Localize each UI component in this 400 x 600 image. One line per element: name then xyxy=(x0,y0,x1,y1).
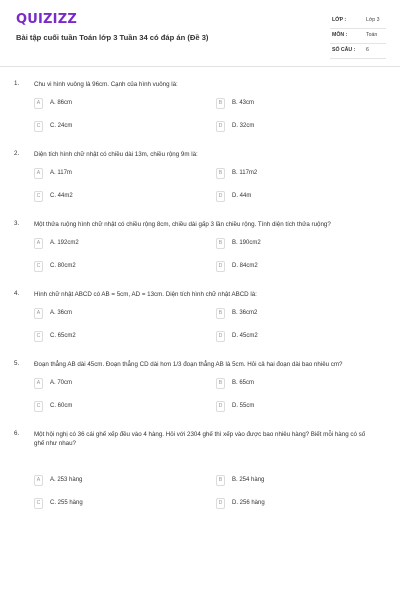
meta-label: MÔN : xyxy=(332,32,348,38)
question-number: 1. xyxy=(14,80,20,87)
option-letter-box: D xyxy=(216,121,225,132)
option-letter-box: A xyxy=(34,168,43,179)
question-number: 3. xyxy=(14,220,20,227)
option-text: A. 36cm xyxy=(50,310,73,316)
question-number: 2. xyxy=(14,150,20,157)
option-letter-box: C xyxy=(34,121,43,132)
option-letter-box: C xyxy=(34,401,43,412)
quizizz-logo: QUIZIZZ xyxy=(16,12,77,27)
option-text: B. 65cm xyxy=(232,380,255,386)
option-text: A. 86cm xyxy=(50,100,73,106)
option-letter-box: B xyxy=(216,98,225,109)
question-number: 5. xyxy=(14,360,20,367)
option-text: C. 60cm xyxy=(50,403,73,409)
option-text: C. 44m2 xyxy=(50,193,73,199)
option-letter-box: A xyxy=(34,475,43,486)
option-text: C. 65cm2 xyxy=(50,333,76,339)
option-letter-box: D xyxy=(216,498,225,509)
question-text: Diện tích hình chữ nhật có chiều dài 13m, chiều rộng 9m là: xyxy=(34,151,198,158)
option-text: B. 254 hàng xyxy=(232,477,265,483)
question-text: Một thửa ruộng hình chữ nhật có chiều rộng 8cm, chiều dài gấp 3 lần chiều rộng. Tính diện tích thửa ruộng? xyxy=(34,221,331,228)
option-letter-box: B xyxy=(216,475,225,486)
meta-value: 6 xyxy=(366,47,369,53)
option-letter-box: D xyxy=(216,191,225,202)
option-text: B. 117m2 xyxy=(232,170,258,176)
option-letter-box: B xyxy=(216,308,225,319)
option-text: D. 32cm xyxy=(232,123,255,129)
option-text: D. 45cm2 xyxy=(232,333,258,339)
meta-label: LỚP : xyxy=(332,17,347,23)
meta-row-subject xyxy=(330,29,386,44)
question-text: Chu vi hình vuông là 96cm. Cạnh của hình vuông là: xyxy=(34,81,178,88)
question-text: Hình chữ nhật ABCD có AB = 5cm, AD = 13cm. Diện tích hình chữ nhật ABCD là: xyxy=(34,291,257,298)
question-number: 6. xyxy=(14,430,20,437)
option-letter-box: A xyxy=(34,308,43,319)
header-divider xyxy=(0,66,400,67)
meta-label: SỐ CÂU : xyxy=(332,47,356,53)
meta-value: Lớp 3 xyxy=(366,17,380,23)
option-letter-box: B xyxy=(216,238,225,249)
option-text: C. 80cm2 xyxy=(50,263,76,269)
option-letter-box: D xyxy=(216,331,225,342)
option-letter-box: B xyxy=(216,168,225,179)
option-text: C. 24cm xyxy=(50,123,73,129)
option-letter-box: C xyxy=(34,331,43,342)
option-text: B. 43cm xyxy=(232,100,255,106)
option-letter-box: C xyxy=(34,498,43,509)
option-text: A. 192cm2 xyxy=(50,240,79,246)
option-letter-box: A xyxy=(34,378,43,389)
option-text: D. 84cm2 xyxy=(232,263,258,269)
option-text: D. 256 hàng xyxy=(232,500,265,506)
option-letter-box: D xyxy=(216,261,225,272)
option-text: B. 190cm2 xyxy=(232,240,261,246)
option-letter-box: C xyxy=(34,261,43,272)
option-letter-box: C xyxy=(34,191,43,202)
question-text: Đoạn thẳng AB dài 45cm. Đoạn thẳng CD dài hơn 1/3 đoạn thẳng AB là 5cm. Hỏi cả hai đoạn dài bao nhiêu cm? xyxy=(34,361,343,368)
option-text: A. 253 hàng xyxy=(50,477,83,483)
question-text: Một hội nghị có 36 cái ghế xếp đều vào 4 hàng. Hỏi với 2304 ghế thì xếp vào được bao nhiêu hàng? Biết mỗi hàng có số ghế như nhau? xyxy=(34,431,366,448)
meta-row-question-count xyxy=(330,44,386,59)
option-text: D. 44m xyxy=(232,193,252,199)
question-number: 4. xyxy=(14,290,20,297)
worksheet-title: Bài tập cuối tuần Toán lớp 3 Tuần 34 có đáp án (Đề 3) xyxy=(16,33,209,42)
option-text: C. 255 hàng xyxy=(50,500,83,506)
option-letter-box: A xyxy=(34,238,43,249)
option-letter-box: B xyxy=(216,378,225,389)
meta-value: Toán xyxy=(366,32,378,38)
meta-table xyxy=(330,14,386,59)
option-text: B. 36cm2 xyxy=(232,310,258,316)
option-letter-box: D xyxy=(216,401,225,412)
meta-row-class xyxy=(330,14,386,29)
option-letter-box: A xyxy=(34,98,43,109)
option-text: D. 55cm xyxy=(232,403,255,409)
option-text: A. 70cm xyxy=(50,380,73,386)
option-text: A. 117m xyxy=(50,170,72,176)
